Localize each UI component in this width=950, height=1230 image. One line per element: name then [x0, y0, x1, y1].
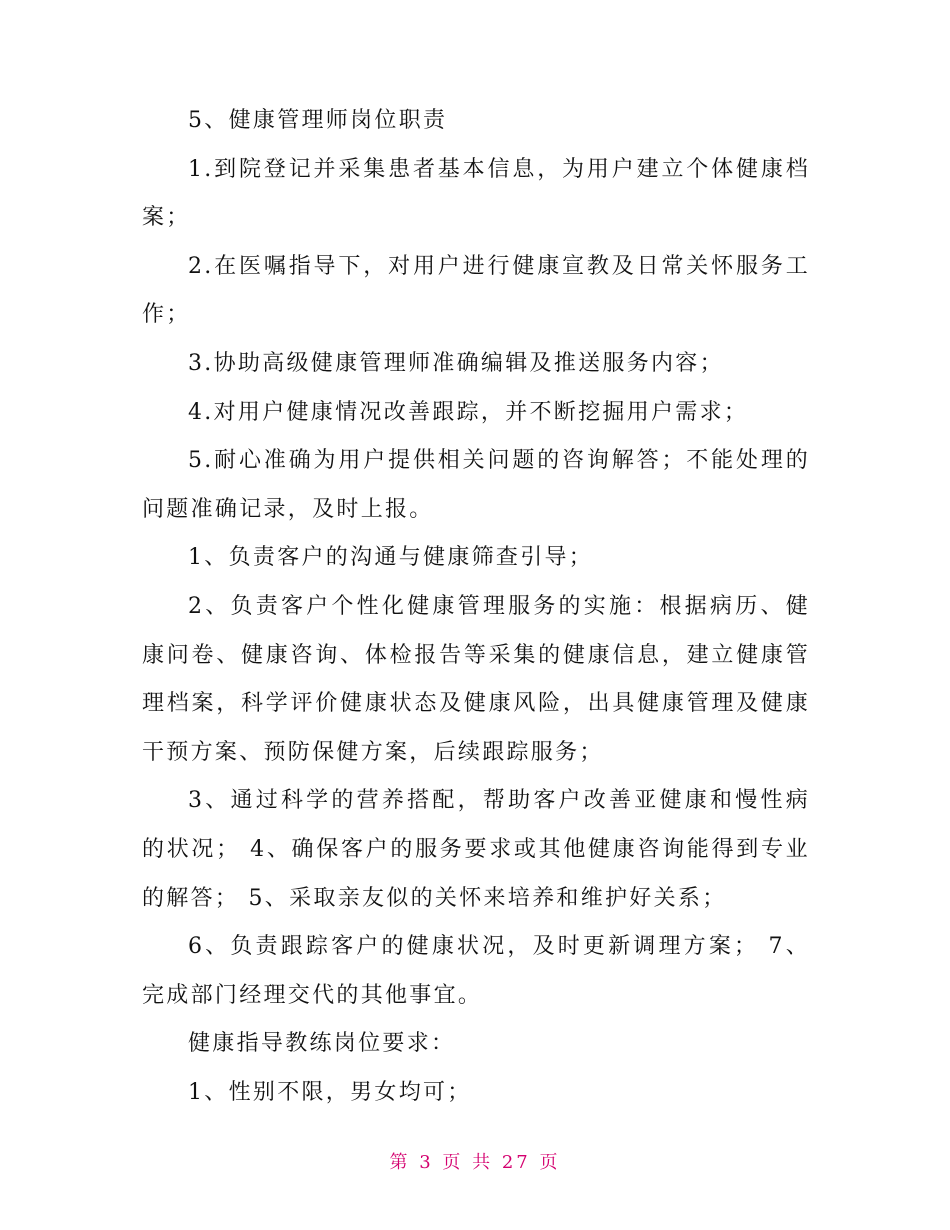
paragraph: 1、性别不限，男女均可； [188, 1079, 472, 1105]
page-number-footer: 第 3 页 共 27 页 [389, 1152, 561, 1173]
section-heading: 健康指导教练岗位要求： [188, 1031, 456, 1057]
paragraph: 3、通过科学的营养搭配，帮助客户改善亚健康和慢性病的状况； 4、确保客户的服务要求或其他健康咨询能得到专业的解答； 5、采取亲友似的关怀来培养和维护好关系； [142, 788, 810, 911]
document-body [142, 97, 810, 1117]
paragraph: 2.在医嘱指导下，对用户进行健康宣教及日常关怀服务工作； [142, 253, 810, 328]
paragraph: 5.耐心准确为用户提供相关问题的咨询解答；不能处理的问题准确记录，及时上报。 [142, 448, 810, 522]
paragraph: 6、负责跟踪客户的健康状况，及时更新调理方案； 7、完成部门经理交代的其他事宜。 [142, 934, 810, 1008]
paragraph: 1、负责客户的沟通与健康筛查引导； [188, 545, 594, 571]
paragraph: 1.到院登记并采集患者基本信息，为用户建立个体健康档案； [142, 156, 810, 231]
paragraph: 3.协助高级健康管理师准确编辑及推送服务内容； [188, 350, 724, 376]
section-heading: 5、健康管理师岗位职责 [188, 108, 448, 133]
paragraph: 4.对用户健康情况改善跟踪，并不断挖掘用户需求； [188, 399, 749, 425]
paragraph: 2、负责客户个性化健康管理服务的实施：根据病历、健康问卷、健康咨询、体检报告等采集的健康信息，建立健康管理档案，科学评价健康状态及健康风险，出具健康管理及健康干预方案、预防保健方案，后续跟踪服务； [142, 593, 810, 765]
